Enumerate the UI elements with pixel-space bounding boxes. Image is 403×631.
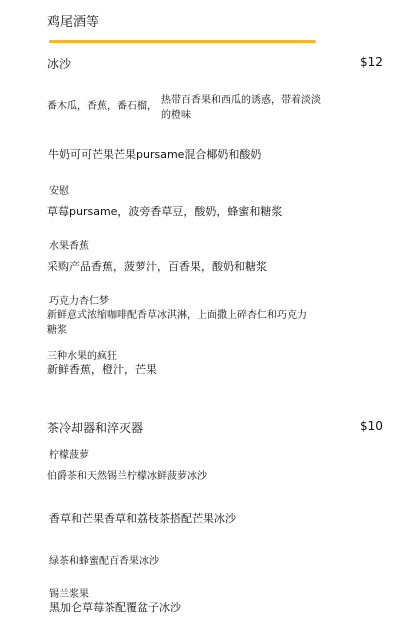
section-title-tea-coolers: 茶冷却器和淬灭器: [47, 421, 144, 435]
item-name: 柠檬菠萝: [49, 450, 89, 461]
item-desc-line1: 热带百香果和西瓜的诱惑，带着淡淡: [161, 95, 321, 106]
item-name: 巧克力杏仁梦: [49, 296, 109, 307]
section-title-smoothies: 冰沙: [47, 57, 72, 71]
item-name: 安慰: [49, 186, 69, 197]
menu-title: 鸡尾酒等: [47, 15, 100, 30]
item-desc: 采购产品香蕉，菠萝汁，百香果，酸奶和糖浆: [47, 260, 267, 273]
item-name: 水果香蕉: [49, 241, 89, 252]
item-desc-line1: 新鲜意式浓缩咖啡配香草冰淇淋，上面撒上碎杏仁和巧克力: [47, 310, 307, 321]
item-desc: 牛奶可可芒果芒果pursame混合椰奶和酸奶: [48, 148, 262, 161]
section-price-tea-coolers: $10: [360, 419, 383, 433]
item-desc-line2: 糖浆: [47, 325, 67, 336]
item-desc: 香草和芒果香草和荔枝茶搭配芒果冰沙: [49, 512, 236, 525]
item-name: 锡兰浆果: [49, 589, 89, 600]
item-desc: 黑加仑草莓茶配覆盆子冰沙: [49, 601, 181, 614]
item-desc: 草莓pursame，波旁香草豆，酸奶，蜂蜜和糖浆: [47, 205, 283, 218]
title-underline: [49, 40, 316, 43]
item-desc: 新鲜香蕉，橙汁，芒果: [47, 363, 157, 376]
item-name: 三种水果的疯狂: [47, 351, 117, 362]
section-price-smoothies: $12: [360, 55, 383, 69]
item-desc: 绿茶和蜂蜜配百香果冰沙: [49, 556, 159, 567]
item-desc: 番木瓜，香蕉，番石榴，: [47, 101, 157, 112]
item-desc-line2: 的橙味: [161, 110, 191, 121]
item-desc: 伯爵茶和天然锡兰柠檬冰鲜菠萝冰沙: [47, 471, 207, 482]
